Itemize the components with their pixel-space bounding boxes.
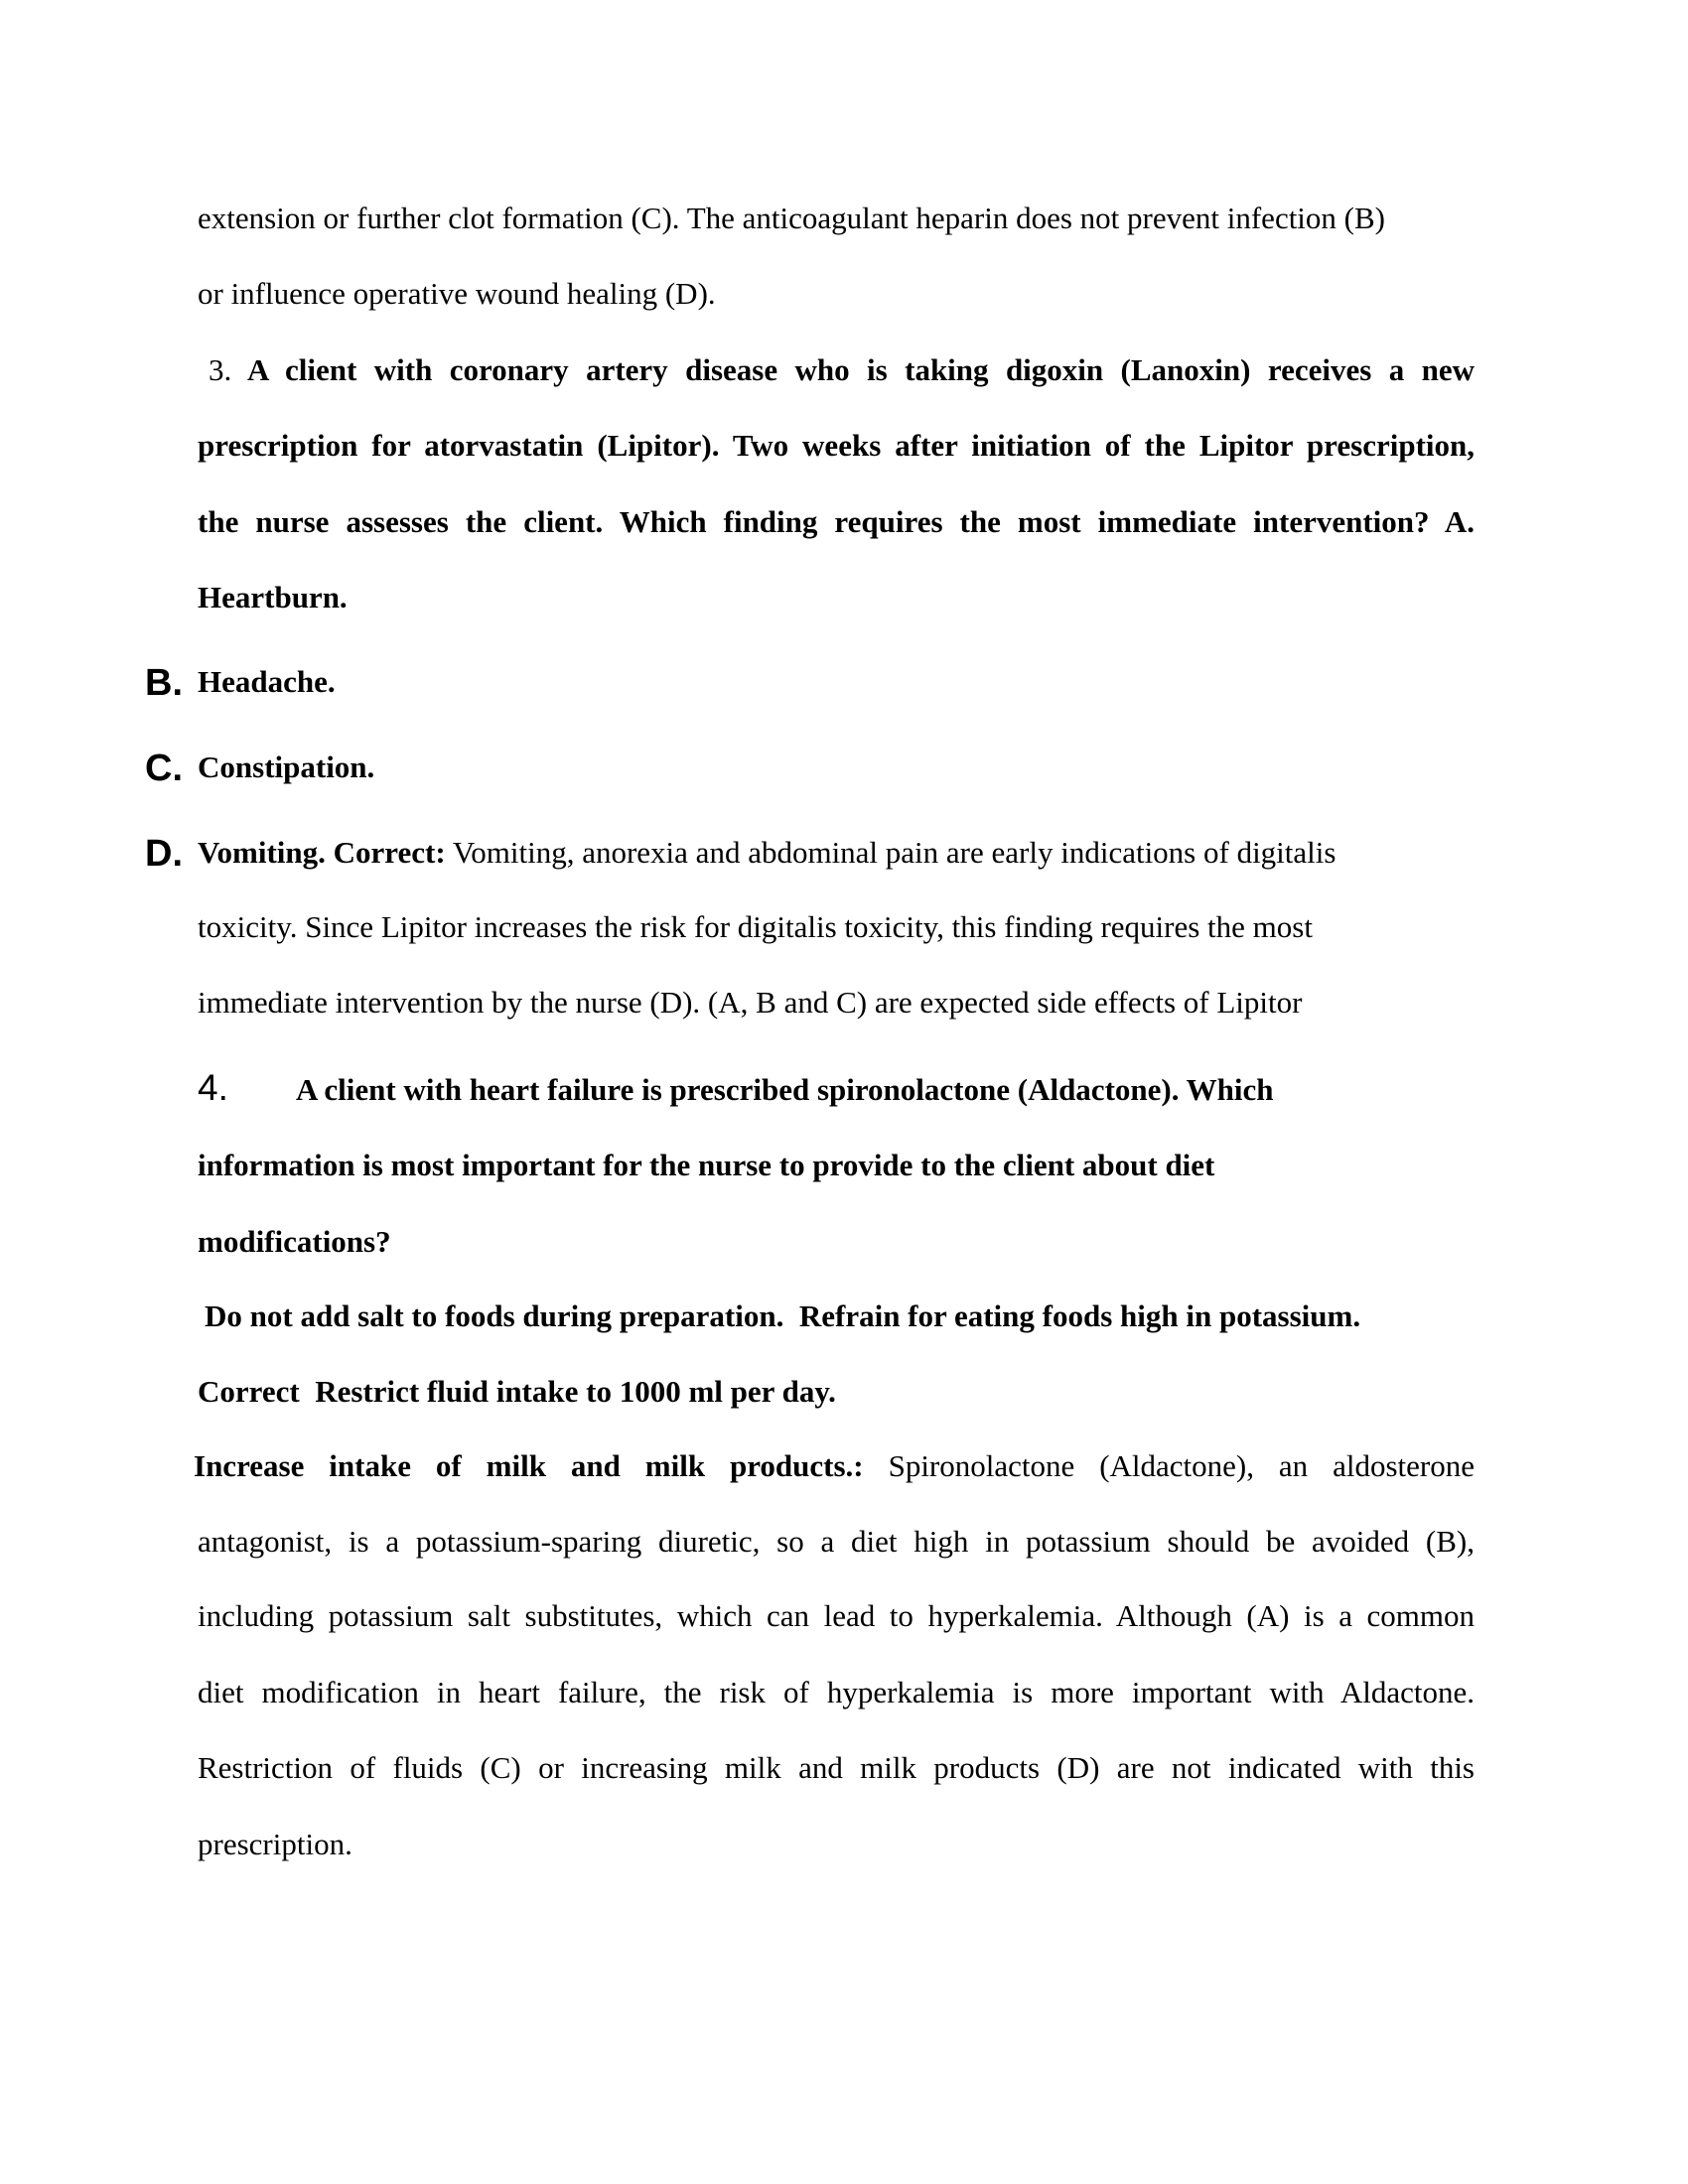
question-3-option-a: Heartburn. bbox=[198, 580, 348, 614]
question-4-options-a-b: Do not add salt to foods during preparation. Refrain for eating foods high in potassium. bbox=[205, 1298, 1361, 1333]
question-4-rationale-line-3: including potassium salt substitutes, which can lead to hyperkalemia. Although (A) is a common bbox=[198, 1598, 1475, 1633]
option-d-label: Increase intake of milk and milk products.: bbox=[194, 1448, 864, 1483]
question-3-option-d bbox=[198, 833, 1336, 873]
question-4-rationale-line-6: prescription. bbox=[198, 1827, 352, 1861]
question-4-rationale-line-4: diet modification in heart failure, the risk of hyperkalemia is more important with Aldactone. bbox=[198, 1675, 1475, 1709]
question-3-rationale-line-3: immediate intervention by the nurse (D). (A, B and C) are expected side effects of Lipitor bbox=[198, 985, 1303, 1020]
question-3-stem-line-1: 3. A client with coronary artery disease who is taking digoxin (Lanoxin) receives a new bbox=[209, 352, 1475, 387]
question-3-option-b: Headache. bbox=[198, 664, 336, 699]
question-3-number: 3. bbox=[209, 352, 232, 387]
question-4-stem-line-1: A client with heart failure is prescribed spironolactone (Aldactone). Which bbox=[296, 1072, 1274, 1107]
continuation-line-1: extension or further clot formation (C). The anticoagulant heparin does not prevent infection (B) bbox=[198, 201, 1385, 235]
question-3-stem-line-3: the nurse assesses the client. Which finding requires the most immediate intervention? A. bbox=[198, 504, 1475, 539]
option-d-text: Vomiting. bbox=[198, 835, 326, 870]
question-4-rationale-line-2: antagonist, is a potassium-sparing diuretic, so a diet high in potassium should be avoided (B), bbox=[198, 1524, 1475, 1559]
question-4-number: 4. bbox=[198, 1067, 228, 1108]
question-4-option-c-correct: Correct Restrict fluid intake to 1000 ml per day. bbox=[198, 1374, 836, 1409]
rationale-text: Vomiting, anorexia and abdominal pain are early indications of digitalis bbox=[452, 835, 1336, 870]
question-4-option-d-rationale bbox=[194, 1446, 1475, 1486]
question-4-stem-line-2: information is most important for the nurse to provide to the client about diet bbox=[198, 1148, 1215, 1182]
option-d-marker: D. bbox=[145, 833, 183, 875]
question-4-stem-line-3: modifications? bbox=[198, 1224, 391, 1259]
question-3-option-c: Constipation. bbox=[198, 750, 375, 784]
question-3-stem-line-2: prescription for atorvastatin (Lipitor). Two weeks after initiation of the Lipitor prescription, bbox=[198, 428, 1475, 463]
correct-label: Correct: bbox=[333, 835, 446, 870]
continuation-line-2: or influence operative wound healing (D). bbox=[198, 276, 716, 311]
rationale-start: Spironolactone (Aldactone), an aldosterone bbox=[888, 1448, 1475, 1483]
question-3-rationale-line-2: toxicity. Since Lipitor increases the risk for digitalis toxicity, this finding requires the most bbox=[198, 909, 1313, 944]
option-b-marker: B. bbox=[145, 662, 183, 704]
question-4-rationale-line-5: Restriction of fluids (C) or increasing milk and milk products (D) are not indicated with this bbox=[198, 1750, 1475, 1785]
option-c-marker: C. bbox=[145, 748, 183, 789]
